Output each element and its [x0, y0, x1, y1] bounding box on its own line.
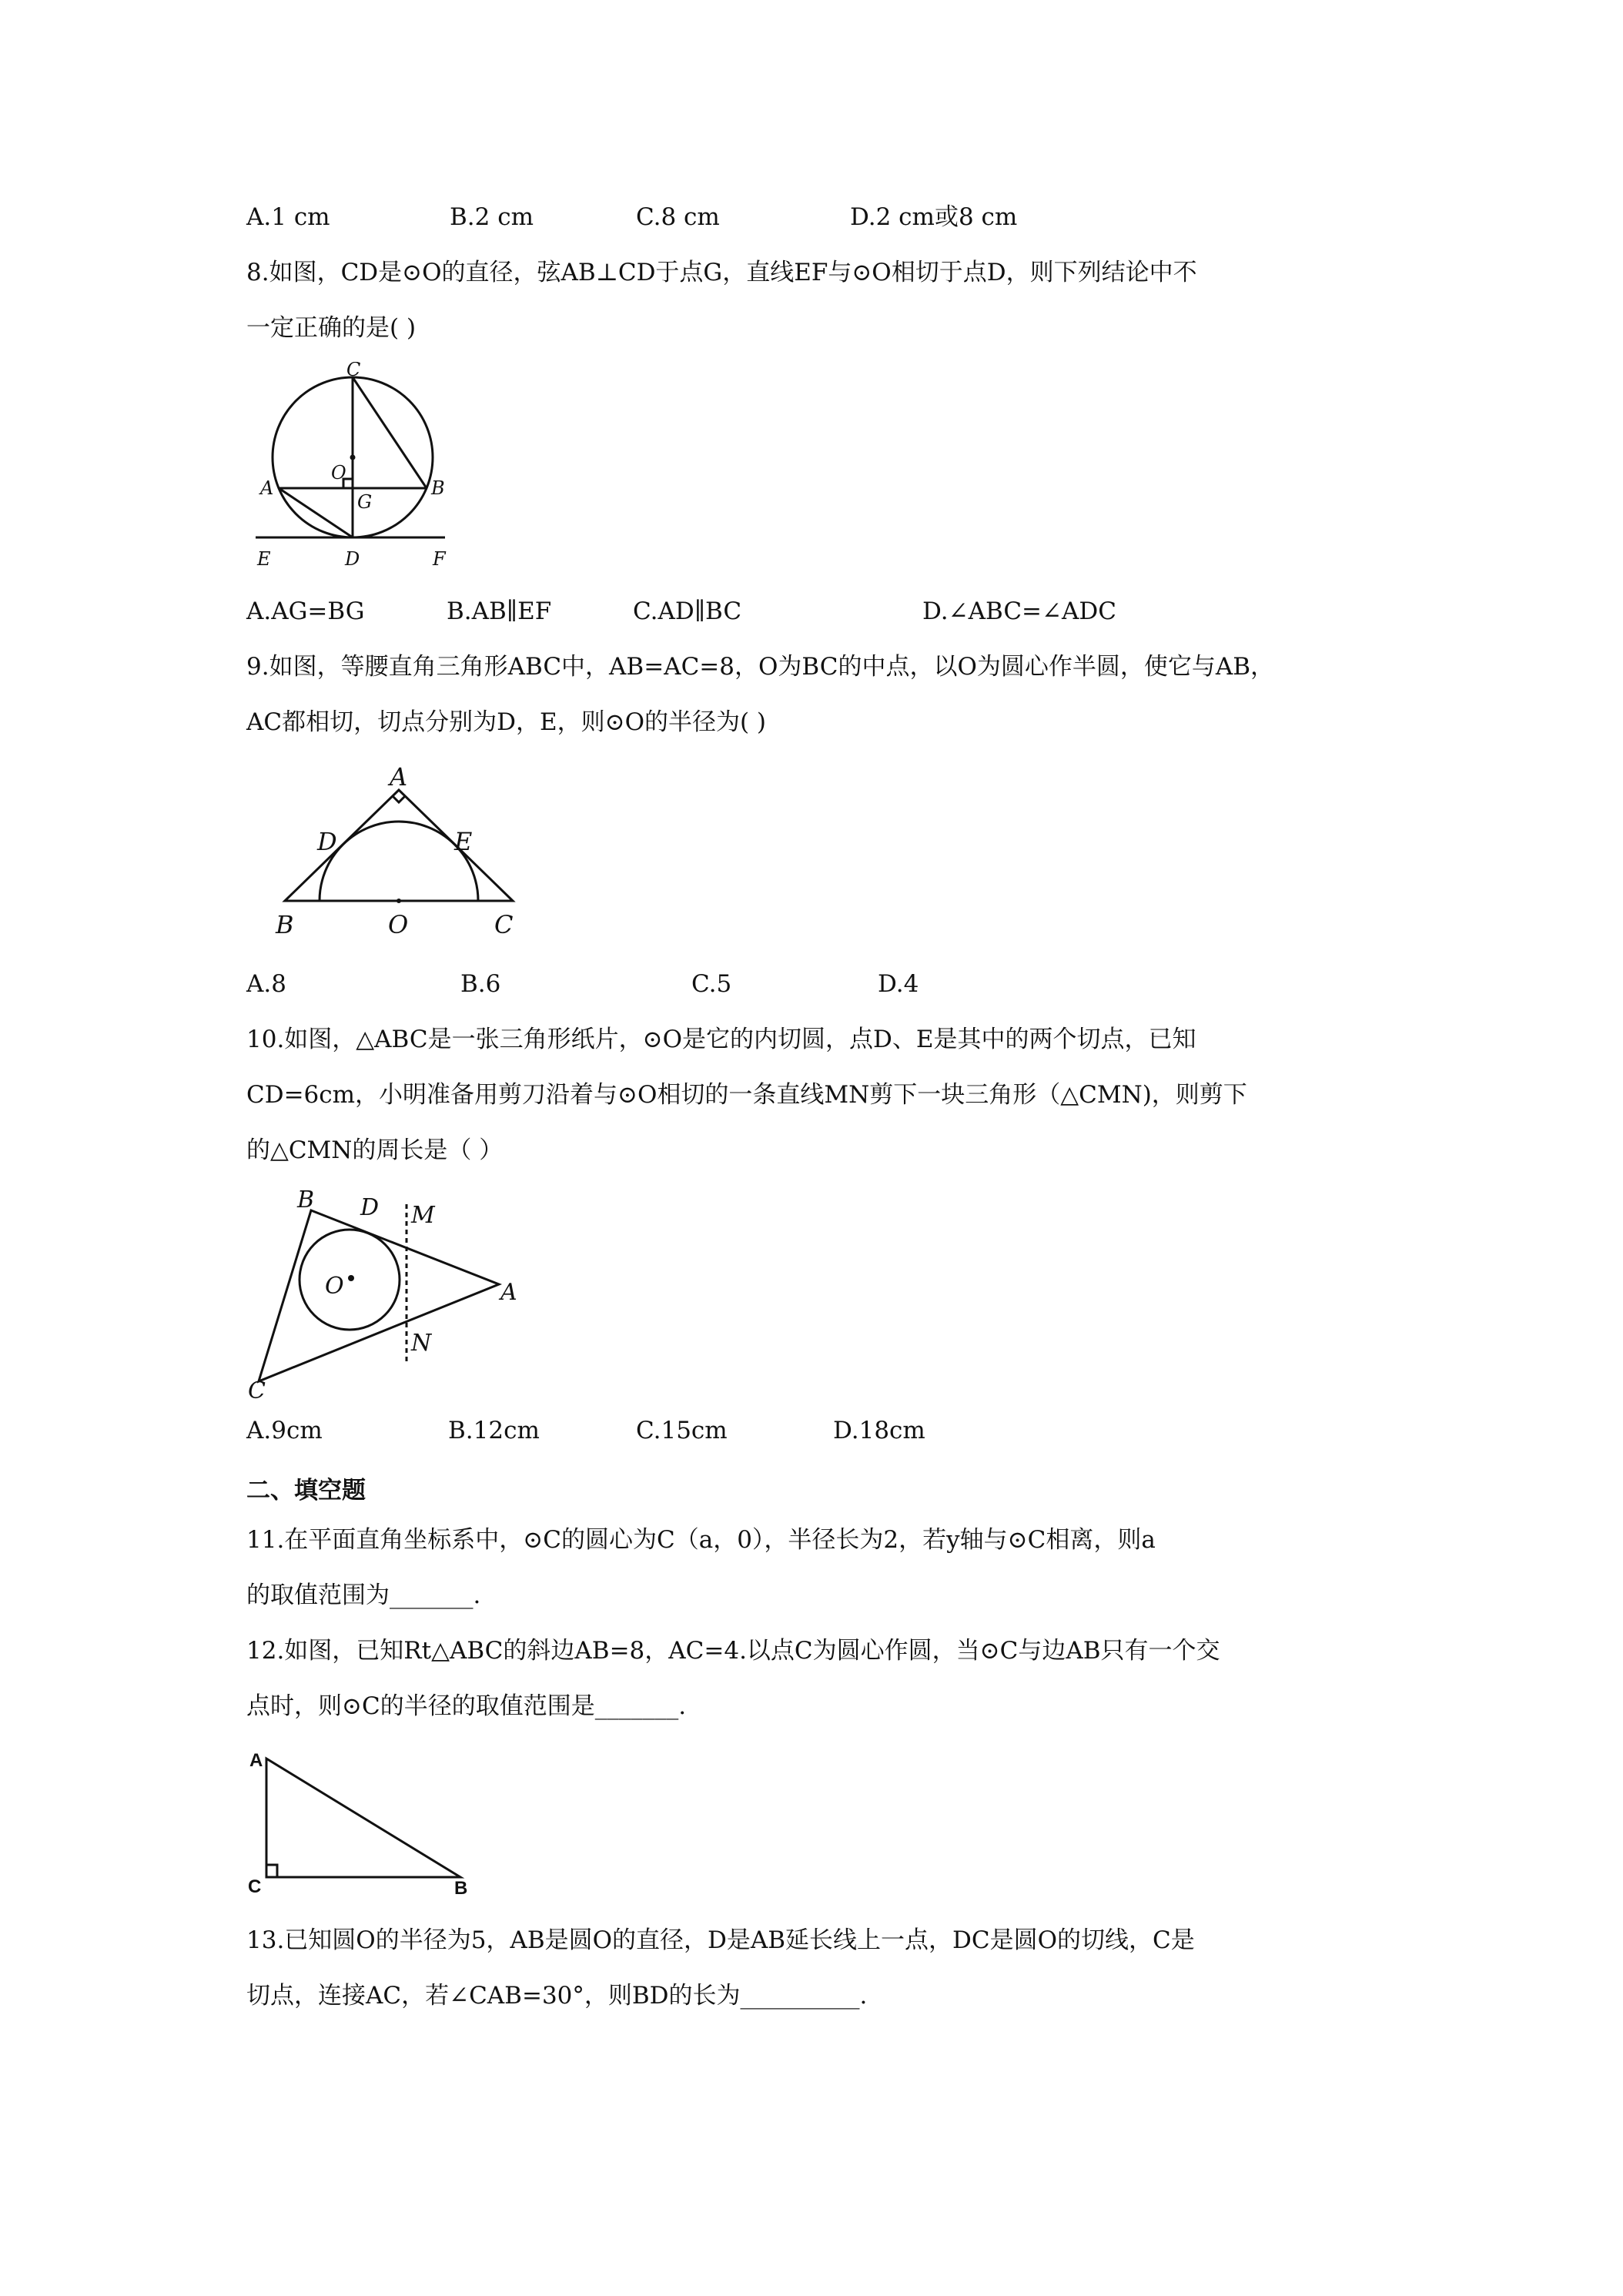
- q8-label-e: E: [257, 548, 271, 570]
- q7-option-c: C.8 cm: [636, 203, 720, 231]
- section-title-fill-in: 二、填空题: [246, 1477, 366, 1504]
- q8-label-o: O: [331, 462, 346, 484]
- q8-label-g: G: [357, 491, 373, 513]
- q10-option-d: D.18cm: [833, 1417, 925, 1444]
- q10-label-o: O: [325, 1273, 344, 1300]
- q7-option-b: B.2 cm: [450, 203, 534, 231]
- q10-label-m: M: [411, 1202, 435, 1229]
- q12-label-c: C: [248, 1876, 262, 1896]
- q10-label-n: N: [411, 1330, 432, 1357]
- q9-option-b: B.6: [460, 970, 501, 998]
- q13-stem-line-1: 13.已知圆O的半径为5，AB是圆O的直径，D是AB延长线上一点，DC是圆O的切线，C是: [246, 1926, 1195, 1954]
- q8-label-a: A: [260, 477, 274, 499]
- q8-label-b: B: [431, 477, 445, 499]
- q10-option-b: B.12cm: [448, 1417, 540, 1444]
- q11-stem-line-1: 11.在平面直角坐标系中，⊙C的圆心为C（a，0），半径长为2，若y轴与⊙C相离，则a: [246, 1526, 1156, 1554]
- q10-label-b: B: [297, 1186, 315, 1213]
- q10-stem-line-3: 的△CMN的周长是（ ）: [246, 1136, 504, 1164]
- q12-stem-line-2: 点时，则⊙C的半径的取值范围是_______.: [246, 1692, 687, 1720]
- q11-stem-line-2: 的取值范围为_______.: [246, 1581, 481, 1609]
- q10-label-d: D: [360, 1194, 380, 1221]
- q10-label-a: A: [500, 1279, 517, 1306]
- q9-label-d: D: [317, 827, 337, 856]
- q8-label-f: F: [433, 548, 446, 570]
- q10-stem-line-1: 10.如图，△ABC是一张三角形纸片，⊙O是它的内切圆，点D、E是其中的两个切点，已知: [246, 1026, 1196, 1053]
- q8-option-b: B.AB∥EF: [447, 597, 552, 625]
- q12-stem-line-1: 12.如图，已知Rt△ABC的斜边AB=8，AC=4.以点C为圆心作圆，当⊙C与边AB只有一个交: [246, 1637, 1220, 1665]
- q9-label-o: O: [388, 910, 409, 939]
- q10-option-c: C.15cm: [636, 1417, 728, 1444]
- q8-option-c: C.AD∥BC: [633, 597, 742, 625]
- q8-stem-line-1: 8.如图，CD是⊙O的直径，弦AB⊥CD于点G，直线EF与⊙O相切于点D，则下列结论中不: [246, 259, 1197, 286]
- q10-figure: [245, 1186, 530, 1401]
- q9-stem-line-1: 9.如图，等腰直角三角形ABC中，AB=AC=8，O为BC的中点，以O为圆心作半圆，使它与AB，: [246, 653, 1275, 681]
- q7-option-d: D.2 cm或8 cm: [850, 203, 1018, 231]
- q9-stem-line-2: AC都相切，切点分别为D，E，则⊙O的半径为( ): [246, 708, 767, 736]
- q9-label-b: B: [276, 910, 294, 939]
- q12-label-a: A: [249, 1750, 263, 1771]
- q9-label-e: E: [454, 827, 473, 856]
- q7-option-a: A.1 cm: [246, 203, 330, 231]
- q8-figure: [246, 362, 470, 577]
- q8-label-d: D: [345, 548, 360, 570]
- q9-label-a: A: [390, 762, 408, 792]
- q10-option-a: A.9cm: [246, 1417, 323, 1444]
- q9-option-a: A.8: [246, 970, 286, 998]
- q12-label-b: B: [454, 1878, 468, 1896]
- q9-figure: [269, 762, 531, 939]
- q8-option-d: D.∠ABC=∠ADC: [922, 597, 1116, 625]
- q8-label-c: C: [346, 362, 361, 380]
- q10-stem-line-2: CD=6cm，小明准备用剪刀沿着与⊙O相切的一条直线MN剪下一块三角形（△CMN)，则剪下: [246, 1081, 1247, 1109]
- q8-stem-line-2: 一定正确的是( ): [246, 314, 417, 342]
- q9-label-c: C: [494, 910, 514, 939]
- q10-label-c: C: [248, 1377, 266, 1401]
- q9-option-c: C.5: [691, 970, 732, 998]
- q8-option-a: A.AG=BG: [246, 597, 365, 625]
- q9-option-d: D.4: [878, 970, 919, 998]
- q13-stem-line-2: 切点，连接AC，若∠CAB=30°，则BD的长为__________.: [246, 1982, 868, 2010]
- q12-figure: [245, 1742, 491, 1896]
